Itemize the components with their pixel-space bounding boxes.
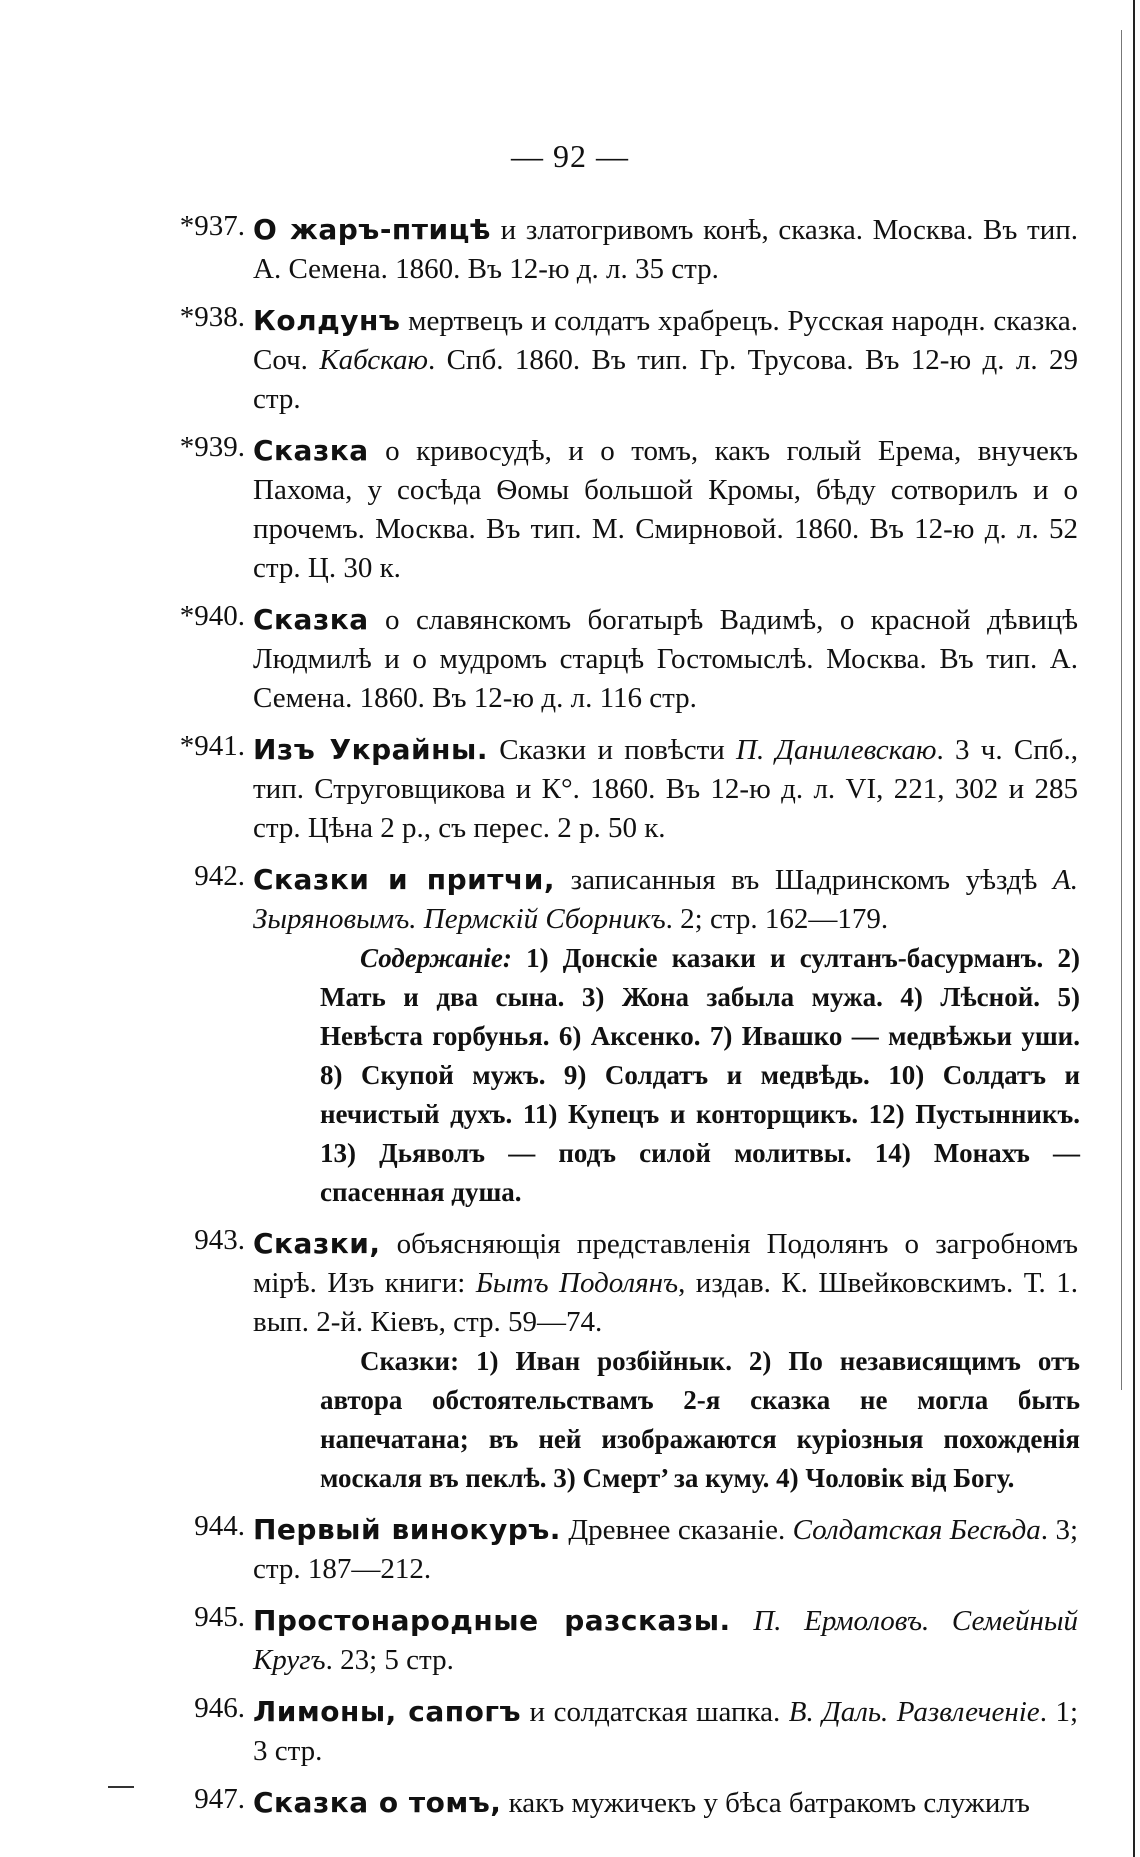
list-item <box>0 1224 1140 1498</box>
entry-title: Изъ Украйны. <box>253 733 488 766</box>
entry-text <box>253 1601 1078 1680</box>
entry-text <box>253 1224 1078 1342</box>
entry-author: А. Зыряновымъ. Пермскій Сборникъ <box>253 864 1079 935</box>
entry-details-tail: . 2; стр. 162—179. <box>665 903 889 935</box>
list-item <box>0 1783 1140 1823</box>
entry-title: Сказки, <box>253 1227 381 1260</box>
entry-author: Солдатская Бесѣда <box>792 1514 1041 1546</box>
entry-author: П. Ермоловъ. Семейный Кругъ <box>253 1605 1078 1676</box>
entry-number: 947. <box>194 1783 245 1815</box>
entry-details: Сказки и повѣсти <box>487 734 737 766</box>
entry-contents <box>0 939 1140 1212</box>
list-item <box>0 301 1140 419</box>
entry-text <box>253 301 1078 419</box>
entry-details: о славянскомъ богатырѣ Вадимѣ, о красной дѣвицѣ Людмилѣ и о мудромъ старцѣ Гостомыслѣ. Москва. Въ тип. А. Семена. 1860. Въ 12-ю д. л. 116 стр. <box>253 604 1078 714</box>
entry-title: Первый винокуръ. <box>253 1513 561 1546</box>
entry-details-tail: . 3; стр. 187—212. <box>253 1514 1078 1585</box>
entry-text <box>253 1692 1078 1771</box>
entry-number: 946. <box>194 1692 245 1724</box>
entry-details: какъ мужичекъ у бѣса батракомъ служилъ <box>501 1787 1030 1819</box>
entry-number: 943. <box>194 1224 245 1256</box>
entry-number: *941. <box>179 730 245 762</box>
entry-details-tail: . Спб. 1860. Въ тип. Гр. Трусова. Въ 12-ю д. л. 29 стр. <box>253 344 1078 415</box>
entry-details: о кривосудѣ, и о томъ, какъ голый Ерема, внучекъ Пахома, у сосѣда Ѳомы большой Кромы, бѣду сотворилъ и о прочемъ. Москва. Въ тип. М. Смирновой. 1860. Въ 12-ю д. л. 52 стр. Ц. 30 к. <box>253 435 1078 584</box>
entry-details: Древнее сказаніе. <box>560 1514 793 1546</box>
entry-details: и златогривомъ конѣ, сказка. Москва. Въ тип. А. Семена. 1860. Въ 12-ю д. л. 35 стр. <box>253 214 1078 285</box>
list-item <box>0 860 1140 1212</box>
entry-number: *937. <box>179 210 245 242</box>
entry-number: *939. <box>179 431 245 463</box>
entry-title: Сказка о томъ, <box>253 1786 502 1819</box>
entry-title: Сказки и притчи, <box>253 863 555 896</box>
entry-details-tail: . 3 ч. Спб., тип. Струговщикова и К°. 1860. Въ 12-ю д. л. VI, 221, 302 и 285 стр. Цѣна 2 р., съ перес. 2 р. 50 к. <box>253 734 1078 844</box>
entry-author: П. Данилевскаю <box>736 734 937 766</box>
entry-details: и солдатская шапка. <box>521 1696 789 1728</box>
list-item <box>0 730 1140 848</box>
entry-text <box>253 1783 1078 1823</box>
entry-text <box>253 431 1078 588</box>
contents-paragraph <box>320 939 1080 1212</box>
entry-title: Колдунъ <box>253 304 401 337</box>
entry-details-tail: . 23; 5 стр. <box>325 1644 454 1676</box>
contents-paragraph <box>320 1342 1080 1498</box>
list-item <box>0 210 1140 289</box>
entry-title: Лимоны, сапогъ <box>253 1695 522 1728</box>
entry-number: 945. <box>194 1601 245 1633</box>
entry-author: Кабскаю <box>319 344 428 376</box>
list-item <box>0 1692 1140 1771</box>
entry-details-tail: . 1; 3 стр. <box>253 1696 1078 1767</box>
list-item <box>0 1601 1140 1680</box>
entry-author: Бытъ Подолянъ <box>475 1267 679 1299</box>
entry-text <box>253 1510 1078 1589</box>
entry-title: Сказка <box>253 434 369 467</box>
bibliography-list <box>0 210 1140 1835</box>
entry-details-tail: , издав. К. Швейковскимъ. Т. 1. вып. 2-й. Кіевъ, стр. 59—74. <box>253 1267 1078 1338</box>
entry-number: *940. <box>179 600 245 632</box>
entry-details: мертвецъ и солдатъ храбрецъ. Русская народн. сказка. Соч. <box>253 305 1078 376</box>
list-item <box>0 431 1140 588</box>
entry-text <box>253 860 1078 939</box>
entry-text <box>253 600 1078 718</box>
entry-details <box>731 1605 754 1637</box>
contents-text: 1) Донскіе казаки и султанъ-басурманъ. 2) Мать и два сына. 3) Жона забыла мужа. 4) Лѣсной. 5) Невѣста горбунья. 6) Аксенко. 7) Ивашко — медвѣжьи уши. 8) Скупой мужъ. 9) Солдатъ и медвѣдь. 10) Солдатъ и нечистый духъ. 11) Купецъ и конторщикъ. 12) Пустынникъ. 13) Дьяволъ — подъ силой молитвы. 14) Монахъ — спасенная душа. <box>320 943 1080 1207</box>
entry-text <box>253 730 1078 848</box>
list-item <box>0 600 1140 718</box>
list-item <box>0 1510 1140 1589</box>
entry-text <box>253 210 1078 289</box>
entry-author: В. Даль. Развлеченіе <box>788 1696 1040 1728</box>
entry-title: О жаръ-птицѣ <box>253 213 491 246</box>
contents-label: Содержаніе: <box>360 943 512 973</box>
contents-label: Сказки: <box>360 1346 460 1376</box>
contents-text: 1) Иван розбійнык. 2) По независящимъ отъ автора обстоятельствамъ 2-я сказка не могла быть напечатана; въ ней изображаются куріозныя похожденія москаля въ пеклѣ. 3) Смерт’ за куму. 4) Чоловік від Богу. <box>320 1346 1080 1493</box>
entry-details: объясняющія представленія Подолянъ о загробномъ мірѣ. Изъ книги: <box>253 1228 1078 1299</box>
entry-number: 944. <box>194 1510 245 1542</box>
entry-title: Простонародные разсказы. <box>253 1604 731 1637</box>
entry-contents <box>0 1342 1140 1498</box>
entry-details: записанныя въ Шадринскомъ уѣздѣ <box>554 864 1054 896</box>
entry-number: 942. <box>194 860 245 892</box>
entry-number: *938. <box>179 301 245 333</box>
page-number: — 92 — <box>511 138 629 174</box>
entry-title: Сказка <box>253 603 369 636</box>
